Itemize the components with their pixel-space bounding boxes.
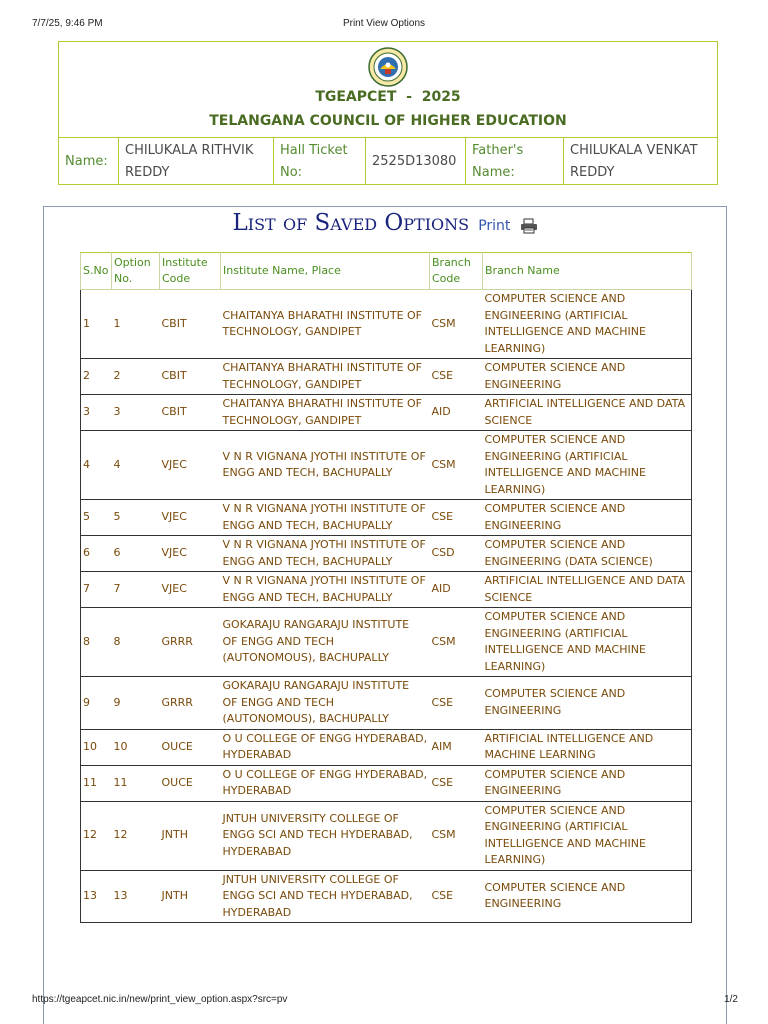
page-number: 1/2: [724, 994, 738, 1005]
print-page-title: Print View Options: [342, 18, 426, 29]
cell-sno: 12: [81, 801, 112, 870]
cell-branch-name: COMPUTER SCIENCE AND ENGINEERING: [483, 765, 692, 801]
cell-option-no: 10: [112, 729, 160, 765]
hall-ticket-label: Hall Ticket No:: [274, 138, 366, 185]
cell-branch-name: COMPUTER SCIENCE AND ENGINEERING (ARTIFICIAL INTELLIGENCE AND MACHINE LEARNING): [483, 801, 692, 870]
council-title: TELANGANA COUNCIL OF HIGHER EDUCATION: [209, 113, 567, 129]
print-footer: [0, 992, 768, 1012]
cell-option-no: 3: [112, 395, 160, 431]
cell-sno: 10: [81, 729, 112, 765]
cell-option-no: 5: [112, 500, 160, 536]
print-link[interactable]: Print: [478, 218, 511, 234]
cell-sno: 8: [81, 608, 112, 677]
cell-institute-name: V N R VIGNANA JYOTHI INSTITUTE OF ENGG AND TECH, BACHUPALLY: [221, 500, 430, 536]
page-url: https://tgeapcet.nic.in/new/print_view_option.aspx?src=pv: [32, 994, 288, 1005]
cell-sno: 4: [81, 431, 112, 500]
cell-branch-code: CSE: [430, 677, 483, 730]
table-row: [81, 290, 692, 359]
col-header-option-no: Option No.: [112, 253, 160, 290]
cell-institute-code: VJEC: [160, 572, 221, 608]
cell-branch-code: CSE: [430, 870, 483, 923]
table-row: [81, 765, 692, 801]
cell-branch-code: AID: [430, 572, 483, 608]
cell-sno: 2: [81, 359, 112, 395]
cell-option-no: 9: [112, 677, 160, 730]
cell-sno: 6: [81, 536, 112, 572]
cell-branch-name: COMPUTER SCIENCE AND ENGINEERING: [483, 677, 692, 730]
col-header-institute-code: Institute Code: [160, 253, 221, 290]
cell-institute-code: VJEC: [160, 431, 221, 500]
father-name-label: Father's Name:: [466, 138, 564, 185]
cell-option-no: 7: [112, 572, 160, 608]
cell-sno: 7: [81, 572, 112, 608]
candidate-header: [58, 41, 718, 185]
col-header-sno: S.No: [81, 253, 112, 290]
cell-institute-name: O U COLLEGE OF ENGG HYDERABAD, HYDERABAD: [221, 765, 430, 801]
cell-institute-name: CHAITANYA BHARATHI INSTITUTE OF TECHNOLOGY, GANDIPET: [221, 395, 430, 431]
cell-branch-code: CSM: [430, 801, 483, 870]
cell-option-no: 2: [112, 359, 160, 395]
printer-icon[interactable]: [520, 218, 538, 234]
cell-institute-code: OUCE: [160, 765, 221, 801]
cell-branch-code: CSM: [430, 608, 483, 677]
cell-branch-name: COMPUTER SCIENCE AND ENGINEERING (ARTIFICIAL INTELLIGENCE AND MACHINE LEARNING): [483, 290, 692, 359]
options-title: List of Saved Options: [232, 210, 470, 236]
cell-sno: 9: [81, 677, 112, 730]
cell-option-no: 6: [112, 536, 160, 572]
candidate-details-row: [59, 137, 717, 185]
cell-branch-name: COMPUTER SCIENCE AND ENGINEERING (ARTIFICIAL INTELLIGENCE AND MACHINE LEARNING): [483, 431, 692, 500]
cell-branch-code: CSM: [430, 431, 483, 500]
cell-branch-code: CSD: [430, 536, 483, 572]
table-row: [81, 359, 692, 395]
col-header-institute-name: Institute Name, Place: [221, 253, 430, 290]
cell-institute-code: CBIT: [160, 359, 221, 395]
cell-branch-name: COMPUTER SCIENCE AND ENGINEERING: [483, 870, 692, 923]
cell-institute-code: OUCE: [160, 729, 221, 765]
cell-branch-name: COMPUTER SCIENCE AND ENGINEERING: [483, 500, 692, 536]
cell-institute-name: O U COLLEGE OF ENGG HYDERABAD, HYDERABAD: [221, 729, 430, 765]
cell-institute-name: GOKARAJU RANGARAJU INSTITUTE OF ENGG AND TECH (AUTONOMOUS), BACHUPALLY: [221, 608, 430, 677]
cell-institute-code: CBIT: [160, 290, 221, 359]
cell-option-no: 12: [112, 801, 160, 870]
cell-branch-name: COMPUTER SCIENCE AND ENGINEERING (ARTIFICIAL INTELLIGENCE AND MACHINE LEARNING): [483, 608, 692, 677]
cell-option-no: 13: [112, 870, 160, 923]
cell-institute-name: GOKARAJU RANGARAJU INSTITUTE OF ENGG AND TECH (AUTONOMOUS), BACHUPALLY: [221, 677, 430, 730]
cell-option-no: 1: [112, 290, 160, 359]
cell-sno: 11: [81, 765, 112, 801]
cell-branch-name: ARTIFICIAL INTELLIGENCE AND DATA SCIENCE: [483, 395, 692, 431]
cell-institute-name: JNTUH UNIVERSITY COLLEGE OF ENGG SCI AND TECH HYDERABAD, HYDERABAD: [221, 801, 430, 870]
cell-institute-code: CBIT: [160, 395, 221, 431]
cell-option-no: 4: [112, 431, 160, 500]
cell-institute-code: GRRR: [160, 677, 221, 730]
cell-institute-name: V N R VIGNANA JYOTHI INSTITUTE OF ENGG AND TECH, BACHUPALLY: [221, 536, 430, 572]
saved-options-table: [80, 252, 692, 923]
saved-options-panel: [43, 206, 727, 1024]
cell-branch-name: ARTIFICIAL INTELLIGENCE AND MACHINE LEARNING: [483, 729, 692, 765]
cell-branch-code: CSE: [430, 765, 483, 801]
table-row: [81, 500, 692, 536]
cell-institute-code: JNTH: [160, 801, 221, 870]
table-row: [81, 870, 692, 923]
cell-branch-code: AID: [430, 395, 483, 431]
exam-title: TGEAPCET - 2025: [315, 89, 461, 105]
table-row: [81, 395, 692, 431]
cell-institute-code: JNTH: [160, 870, 221, 923]
cell-branch-code: CSE: [430, 359, 483, 395]
cell-branch-name: COMPUTER SCIENCE AND ENGINEERING (DATA SCIENCE): [483, 536, 692, 572]
table-row: [81, 572, 692, 608]
table-row: [81, 536, 692, 572]
cell-institute-name: V N R VIGNANA JYOTHI INSTITUTE OF ENGG AND TECH, BACHUPALLY: [221, 431, 430, 500]
table-row: [81, 801, 692, 870]
father-name: CHILUKALA VENKAT REDDY: [570, 142, 698, 180]
options-title-bar: [44, 208, 726, 238]
candidate-name: CHILUKALA RITHVIK REDDY: [119, 138, 274, 185]
hall-ticket-number: 2525D13080: [366, 138, 466, 185]
cell-institute-name: CHAITANYA BHARATHI INSTITUTE OF TECHNOLOGY, GANDIPET: [221, 359, 430, 395]
cell-option-no: 8: [112, 608, 160, 677]
cell-institute-name: V N R VIGNANA JYOTHI INSTITUTE OF ENGG AND TECH, BACHUPALLY: [221, 572, 430, 608]
table-row: [81, 431, 692, 500]
cell-institute-name: CHAITANYA BHARATHI INSTITUTE OF TECHNOLOGY, GANDIPET: [221, 290, 430, 359]
table-header-row: [81, 253, 692, 290]
cell-sno: 3: [81, 395, 112, 431]
cell-option-no: 11: [112, 765, 160, 801]
cell-branch-name: COMPUTER SCIENCE AND ENGINEERING: [483, 359, 692, 395]
cell-institute-code: GRRR: [160, 608, 221, 677]
cell-institute-name: JNTUH UNIVERSITY COLLEGE OF ENGG SCI AND TECH HYDERABAD, HYDERABAD: [221, 870, 430, 923]
cell-branch-code: AIM: [430, 729, 483, 765]
col-header-branch-code: Branch Code: [430, 253, 483, 290]
cell-branch-code: CSM: [430, 290, 483, 359]
tgche-seal-logo: [368, 47, 408, 87]
table-row: [81, 608, 692, 677]
print-header: [0, 0, 768, 40]
cell-sno: 13: [81, 870, 112, 923]
cell-branch-code: CSE: [430, 500, 483, 536]
name-label: Name:: [59, 138, 119, 185]
col-header-branch-name: Branch Name: [483, 253, 692, 290]
cell-branch-name: ARTIFICIAL INTELLIGENCE AND DATA SCIENCE: [483, 572, 692, 608]
cell-institute-code: VJEC: [160, 536, 221, 572]
table-row: [81, 677, 692, 730]
cell-institute-code: VJEC: [160, 500, 221, 536]
print-datetime: 7/7/25, 9:46 PM: [32, 18, 103, 29]
cell-sno: 5: [81, 500, 112, 536]
table-row: [81, 729, 692, 765]
cell-sno: 1: [81, 290, 112, 359]
